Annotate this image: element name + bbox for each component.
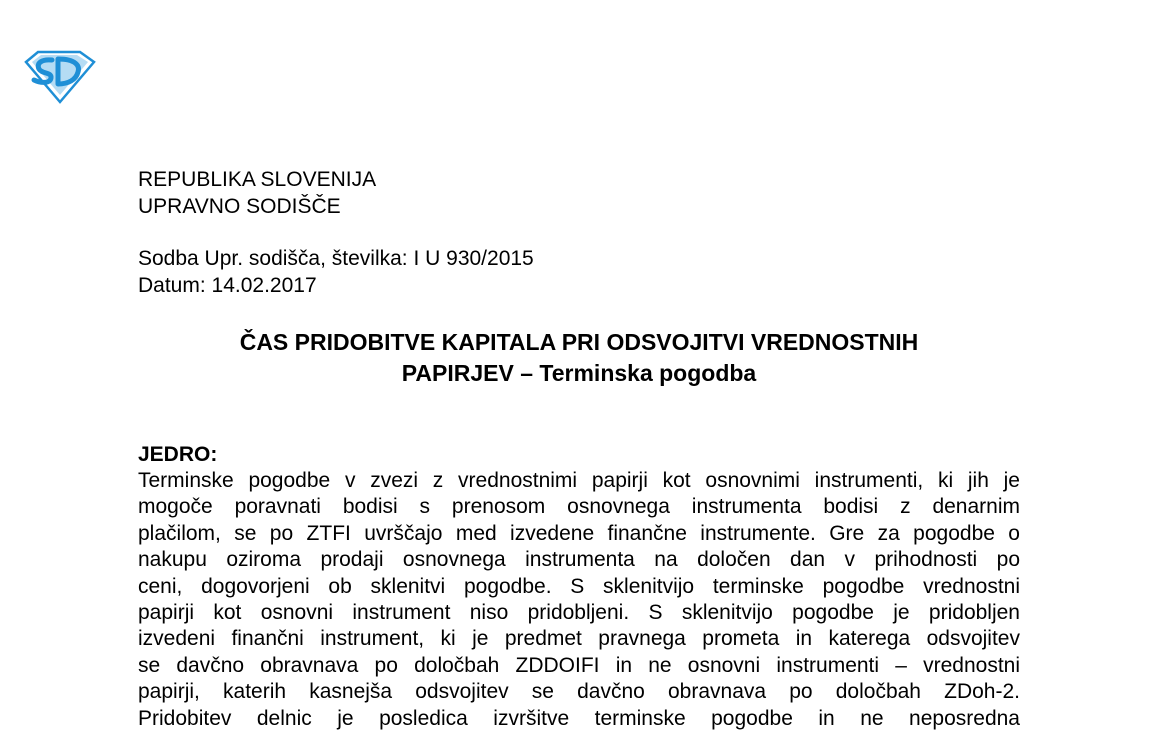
paragraph-line: papirji, katerih kasnejša odsvojitev se davčno obravnava po določbah ZDoh-2. — [138, 680, 1020, 704]
paragraph-line: Terminske pogodbe v zvezi z vrednostnimi papirji kot osnovnimi instrumenti, ki jih je — [138, 469, 1020, 492]
paragraph-line: mogoče poravnati bodisi s prenosom osnovnega instrumenta bodisi z denarnim — [138, 495, 1020, 519]
title-line-2: PAPIRJEV – Terminska pogodba — [401, 360, 757, 386]
paragraph-line: papirji kot osnovni instrument niso pridobljeni. S sklenitvijo pogodbe je pridobljen — [138, 601, 1020, 625]
title-line-1: ČAS PRIDOBITVE KAPITALA PRI ODSVOJITVI VREDNOSTNIH — [239, 329, 919, 355]
jedro-heading: JEDRO: — [138, 443, 218, 466]
document-title — [138, 327, 1020, 389]
paragraph-line: nakupu oziroma prodaji osnovnega instrumenta na določen dan v prihodnosti po — [138, 548, 1020, 572]
paragraph-line: se davčno obravnava po določbah ZDDOIFI in ne osnovni instrumenti – vrednostni — [138, 653, 1020, 677]
court-logo — [22, 50, 96, 104]
case-number: Sodba Upr. sodišča, številka: I U 930/2015 — [138, 247, 534, 270]
country-name: REPUBLIKA SLOVENIJA — [138, 168, 377, 191]
jedro-paragraph — [138, 468, 1020, 732]
paragraph-line: ceni, dogovorjeni ob sklenitvi pogodbe. S sklenitvijo terminske pogodbe vrednostni — [138, 574, 1020, 598]
decision-date: Datum: 14.02.2017 — [138, 274, 317, 297]
paragraph-line: izvedeni finančni instrument, ki je predmet pravnega prometa in katerega odsvojitev — [138, 627, 1020, 651]
case-meta — [138, 245, 534, 299]
paragraph-line: plačilom, se po ZTFI uvrščajo med izvedene finančne instrumente. Gre za pogodbe o — [138, 521, 1020, 545]
sd-court-logo-icon — [22, 50, 96, 104]
court-header — [138, 166, 376, 220]
paragraph-line: Pridobitev delnic je posledica izvršitve terminske pogodbe in ne neposredna — [138, 706, 1020, 730]
court-name: UPRAVNO SODIŠČE — [138, 195, 341, 218]
